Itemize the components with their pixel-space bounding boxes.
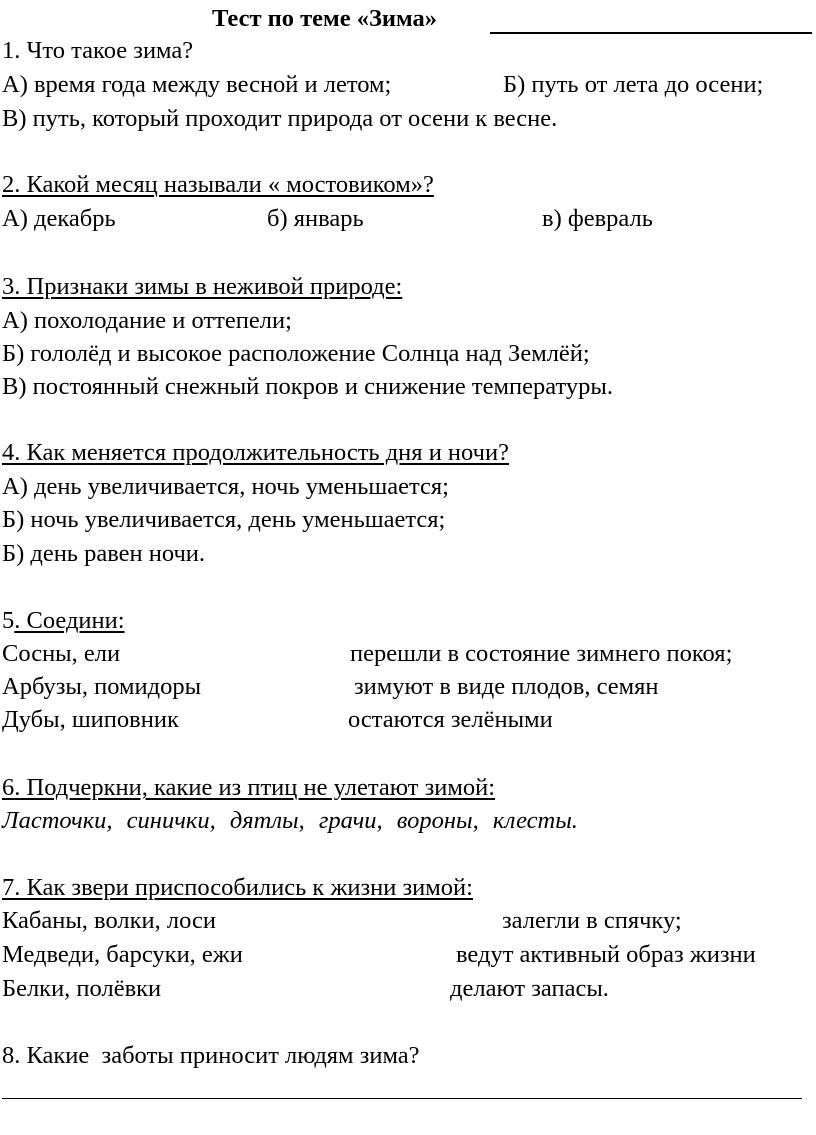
q4-option-a: А) день увеличивается, ночь уменьшается; xyxy=(2,473,449,500)
q2-question: 2. Какой месяц называли « мостовиком»? xyxy=(2,171,434,198)
name-blank-line xyxy=(490,32,812,34)
q8-question: 8. Какие заботы приносит людям зима? xyxy=(2,1042,420,1069)
q3-option-c: В) постоянный снежный покров и снижение температуры. xyxy=(2,373,613,400)
q3-option-a: А) похолодание и оттепели; xyxy=(2,307,292,334)
q4-option-c: Б) день равен ночи. xyxy=(2,540,206,567)
q5-left-1: Сосны, ели xyxy=(2,640,121,667)
q5-right-2: зимуют в виде плодов, семян xyxy=(354,673,659,700)
q7-right-2: ведут активный образ жизни xyxy=(456,941,756,968)
test-title: Тест по теме «Зима» xyxy=(212,5,438,32)
q4-option-b: Б) ночь увеличивается, день уменьшается; xyxy=(2,506,446,533)
q1-question: 1. Что такое зима? xyxy=(2,37,194,64)
q6-question: 6. Подчеркни, какие из птиц не улетают зимой: xyxy=(2,774,496,801)
q7-question: 7. Как звери приспособились к жизни зимой: xyxy=(2,874,473,901)
q5-right-3: остаются зелёными xyxy=(348,706,553,733)
q7-left-2: Медведи, барсуки, ежи xyxy=(2,941,243,968)
q1-option-b: Б) путь от лета до осени; xyxy=(503,71,764,98)
q5-number: 5 xyxy=(2,607,15,634)
q2-option-c: в) февраль xyxy=(542,205,653,232)
q5-right-1: перешли в состояние зимнего покоя; xyxy=(350,640,733,667)
q2-option-a: А) декабрь xyxy=(2,205,116,232)
q5-label: . Соедини: xyxy=(14,607,125,634)
q3-question: 3. Признаки зимы в неживой природе: xyxy=(2,273,403,300)
q1-option-c: В) путь, который проходит природа от осени к весне. xyxy=(2,105,558,132)
q5-question xyxy=(2,606,125,636)
q7-left-1: Кабаны, волки, лоси xyxy=(2,907,216,934)
q5-left-2: Арбузы, помидоры xyxy=(2,673,202,700)
q7-right-3: делают запасы. xyxy=(450,975,609,1002)
q6-birds-list: Ласточки, синички, дятлы, грачи, вороны, клесты. xyxy=(2,807,578,834)
q7-right-1: залегли в спячку; xyxy=(502,907,682,934)
q7-left-3: Белки, полёвки xyxy=(2,975,162,1002)
q3-option-b: Б) гололёд и высокое расположение Солнца над Землёй; xyxy=(2,340,590,367)
q2-option-b: б) январь xyxy=(267,205,364,232)
q1-option-a: А) время года между весной и летом; xyxy=(2,71,392,98)
q8-answer-line xyxy=(2,1098,802,1099)
q4-question: 4. Как меняется продолжительность дня и ночи? xyxy=(2,439,509,466)
q5-left-3: Дубы, шиповник xyxy=(2,706,179,733)
